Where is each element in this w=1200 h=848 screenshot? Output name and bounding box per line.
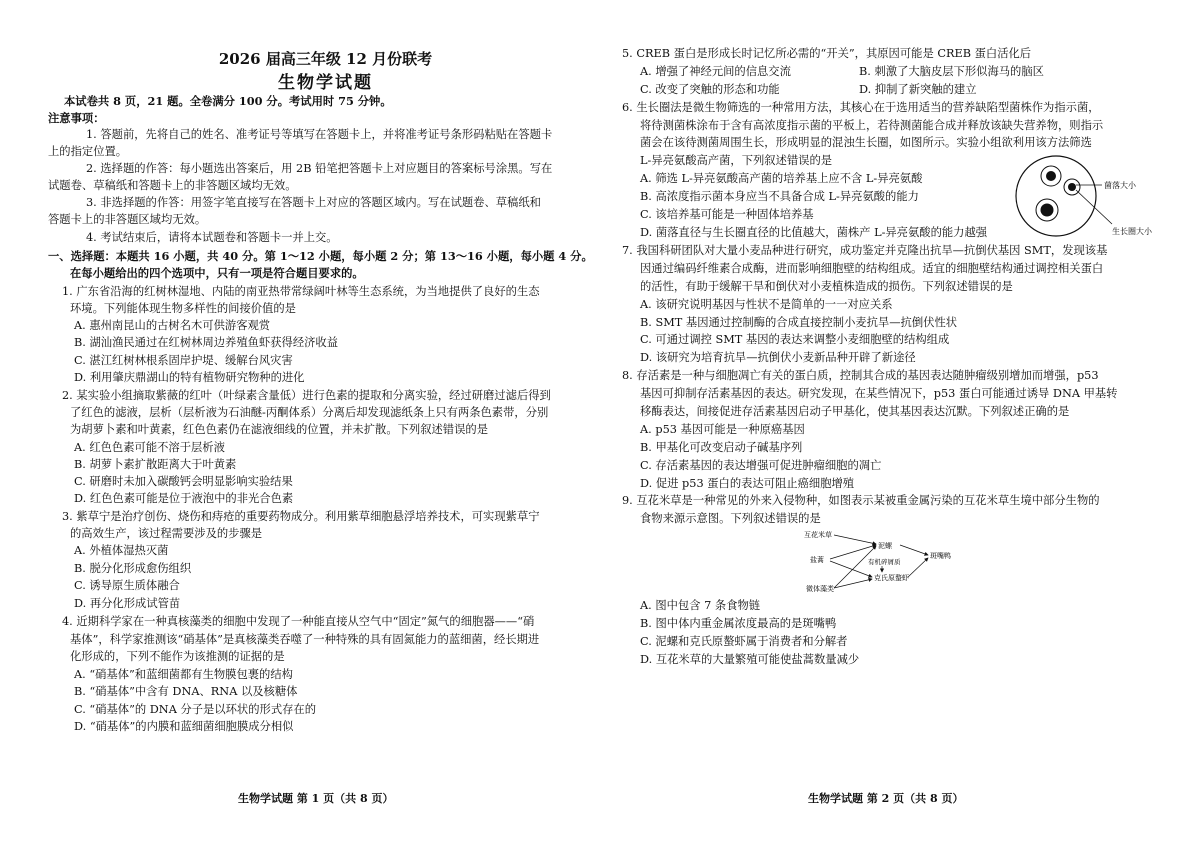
node-microalgae: 微体藻类 <box>806 585 834 593</box>
question-stem: 7. 我国科研团队对大量小麦品种进行研究，成功鉴定并克隆出抗旱—抗倒伏基因 SMT，发现该基 <box>622 244 1108 257</box>
option: B. “硝基体”中含有 DNA、RNA 以及核糖体 <box>74 685 298 698</box>
question-stem: 化形成的，下列不能作为该推测的证据的是 <box>70 650 285 663</box>
section-heading-2: 在每小题给出的四个选项中，只有一项是符合题目要求的。 <box>70 266 364 280</box>
colony <box>1068 183 1076 191</box>
question-stem: L-异亮氨酸高产菌，下列叙述错误的是 <box>640 154 833 167</box>
node-spartina: 互花米草 <box>804 531 832 539</box>
option: D. 菌落直径与生长圈直径的比值越大，菌株产 L-异亮氨酸的能力越强 <box>640 226 988 239</box>
question-stem: 9. 互花米草是一种常见的外来入侵物种，如图表示某被重金属污染的互花米草生境中部分生物的 <box>622 494 1100 507</box>
option: C. “硝基体”的 DNA 分子是以环状的形式存在的 <box>74 703 317 716</box>
question-stem: 4. 近期科学家在一种真核藻类的细胞中发现了一种能直接从空气中“固定”氮气的细胞器——“硝 <box>62 615 535 628</box>
page-1 <box>48 0 603 848</box>
option: A. 惠州南昆山的古树名木可供游客观赏 <box>74 319 271 332</box>
question-stem: 食物来源示意图。下列叙述错误的是 <box>640 512 821 525</box>
option: C. 可通过调控 SMT 基因的表达来调整小麦细胞壁的结构组成 <box>640 333 950 346</box>
node-duck: 斑嘴鸭 <box>930 552 951 560</box>
option: A. “硝基体”和蓝细菌都有生物膜包裹的结构 <box>74 668 293 681</box>
page-footer: 生物学试题 第 2 页（共 8 页） <box>808 792 964 805</box>
option: D. 互花米草的大量繁殖可能使盐蒿数量减少 <box>640 653 860 666</box>
note-line: 2. 选择题的作答：每小题选出答案后，用 2B 铅笔把答题卡上对应题目的答案标号涂黑。写在 <box>86 162 553 175</box>
option: C. 该培养基可能是一种固体培养基 <box>640 208 814 221</box>
notes-title: 注意事项： <box>48 111 105 125</box>
option: A. 图中包含 7 条食物链 <box>640 599 761 612</box>
question-stem: 因通过编码纤维素合成酶，进而影响细胞壁的结构组成。适宜的细胞壁结构通过调控相关蛋白 <box>640 262 1104 275</box>
node-suaeda: 盐蒿 <box>810 556 824 564</box>
question-stem: 为胡萝卜素和叶黄素，红色色素仍在滤液细线的位置，并未扩散。下列叙述错误的是 <box>70 423 488 436</box>
question-stem: 5. CREB 蛋白是形成长时记忆所必需的“开关”，其原因可能是 CREB 蛋白活化后 <box>622 47 1032 60</box>
node-mud-snail: 泥螺 <box>878 542 892 550</box>
note-line: 1. 答题前，先将自己的姓名、准考证号等填写在答题卡上，并将准考证号条形码粘贴在答题卡 <box>86 128 553 141</box>
option: A. 外植体湿热灭菌 <box>74 544 169 557</box>
page-2 <box>622 0 1177 848</box>
option: B. 图中体内重金属浓度最高的是斑嘴鸭 <box>640 617 837 630</box>
page-footer: 生物学试题 第 1 页（共 8 页） <box>238 792 394 805</box>
colony-size-label: 菌落大小 <box>1104 181 1136 190</box>
option: B. 甲基化可改变启动子碱基序列 <box>640 441 803 454</box>
option: D. 抑制了新突触的建立 <box>859 83 977 96</box>
option: B. 刺激了大脑皮层下形似海马的脑区 <box>859 65 1044 78</box>
note-line: 4. 考试结束后，请将本试题卷和答题卡一并上交。 <box>86 231 338 244</box>
option: D. 红色色素可能是位于液泡中的非光合色素 <box>74 492 294 505</box>
exam-title: 2026 届高三年级 12 月份联考 <box>218 50 433 68</box>
question-stem: 环境。下列能体现生物多样性的间接价值的是 <box>70 302 296 315</box>
option: D. 促进 p53 蛋白的表达可阻止癌细胞增殖 <box>640 477 855 490</box>
question-stem: 1. 广东省沿海的红树林湿地、内陆的南亚热带常绿阔叶林等生态系统，为当地提供了良好的生态 <box>62 285 540 298</box>
question-stem: 2. 某实验小组摘取紫薇的红叶（叶绿素含量低）进行色素的提取和分离实验，经过研磨过滤后得到 <box>62 389 551 402</box>
option: A. 该研究说明基因与性状不是简单的一一对应关系 <box>640 298 893 311</box>
question-stem: 6. 生长圈法是微生物筛选的一种常用方法，其核心在于选用适当的营养缺陷型菌株作为指示菌， <box>622 101 1100 114</box>
note-line: 上的指定位置。 <box>48 145 128 158</box>
question-stem: 基因可抑制存活素基因的表达。研究发现，在某些情况下，p53 蛋白可能通过诱导 DNA 甲基转 <box>640 387 1118 400</box>
option: D. 再分化形成试管苗 <box>74 597 181 610</box>
option: A. 增强了神经元间的信息交流 <box>640 65 791 78</box>
question-stem: 3. 紫草宁是治疗创伤、烧伤和痔疮的重要药物成分。利用紫草细胞悬浮培养技术，可实现紫草宁 <box>62 510 540 523</box>
section-heading: 一、选择题：本题共 16 小题，共 40 分。第 1～12 小题，每小题 2 分；第 13～16 小题，每小题 4 分。 <box>48 249 593 263</box>
question-stem: 的高效生产，该过程需要涉及的步骤是 <box>70 527 263 540</box>
option: C. 改变了突触的形态和功能 <box>640 83 780 96</box>
exam-info: 本试卷共 8 页，21 题。全卷满分 100 分。考试用时 75 分钟。 <box>64 94 392 108</box>
note-line: 试题卷、草稿纸和答题卡上的非答题区域均无效。 <box>48 179 297 192</box>
question-stem: 将待测菌株涂布于含有高浓度指示菌的平板上，若待测菌能合成并释放该缺失营养物，则指示 <box>640 119 1104 132</box>
ring-size-label: 生长圈大小 <box>1112 227 1152 236</box>
option: C. 湛江红树林根系固岸护堤、缓解台风灾害 <box>74 354 293 367</box>
question-stem: 移酶表达，间接促进存活素基因启动子甲基化，使其基因表达沉默。下列叙述正确的是 <box>640 405 1070 418</box>
leader-line <box>1076 190 1112 224</box>
question-stem: 基体”，科学家推测该“硝基体”是真核藻类吞噬了一种特殊的具有固氮能力的蓝细菌，经长期进 <box>70 633 540 646</box>
option: B. 高浓度指示菌本身应当不具备合成 L-异亮氨酸的能力 <box>640 190 919 203</box>
question-stem: 的活性，有助于缓解干旱和倒伏对小麦植株造成的损伤。下列叙述错误的是 <box>640 280 1013 293</box>
subject-title: 生物学试题 <box>278 73 373 93</box>
question-stem: 菌会在该待测菌周围生长，形成明显的混浊生长圈，如图所示。实验小组欲利用该方法筛选 <box>640 136 1092 149</box>
colony <box>1041 204 1054 217</box>
option: B. 胡萝卜素扩散距离大于叶黄素 <box>74 458 237 471</box>
colony <box>1046 171 1056 181</box>
option: C. 泥螺和克氏原螯虾属于消费者和分解者 <box>640 635 848 648</box>
option: D. “硝基体”的内膜和蓝细菌细胞膜成分相似 <box>74 720 294 733</box>
question-stem: 8. 存活素是一种与细胞凋亡有关的蛋白质，控制其合成的基因表达随肿瘤级别增加而增强，p53 <box>622 369 1099 382</box>
note-line: 3. 非选择题的作答：用签字笔直接写在答题卡上对应的答题区域内。写在试题卷、草稿纸和 <box>86 196 541 209</box>
node-detritus: 有机碎屑质 <box>868 558 901 566</box>
option: C. 存活素基因的表达增强可促进肿瘤细胞的凋亡 <box>640 459 882 472</box>
food-web-figure <box>802 528 962 598</box>
option: C. 诱导原生质体融合 <box>74 579 180 592</box>
option: A. 筛选 L-异亮氨酸高产菌的培养基上应不含 L-异亮氨酸 <box>640 172 923 185</box>
growth-ring-figure <box>1014 152 1172 240</box>
plate-outline <box>1016 156 1096 236</box>
option: B. SMT 基因通过控制酶的合成直接控制小麦抗旱—抗倒伏性状 <box>640 316 958 329</box>
option: D. 该研究为培育抗旱—抗倒伏小麦新品种开辟了新途径 <box>640 351 916 364</box>
option: B. 脱分化形成愈伤组织 <box>74 562 192 575</box>
option: A. 红色色素可能不溶于层析液 <box>74 441 225 454</box>
question-stem: 了红色的滤液，层析（层析液为石油醚-丙酮体系）分离后却发现滤纸条上只有两条色素带，分别 <box>70 406 549 419</box>
option: A. p53 基因可能是一种原癌基因 <box>640 423 805 436</box>
option: C. 研磨时未加入碳酸钙会明显影响实验结果 <box>74 475 293 488</box>
note-line: 答题卡上的非答题区域均无效。 <box>48 213 207 226</box>
option: B. 湖汕渔民通过在红树林周边养殖鱼虾获得经济收益 <box>74 336 339 349</box>
option: D. 利用肇庆鼎湖山的特有植物研究物种的进化 <box>74 371 305 384</box>
node-crayfish: 克氏原螯虾 <box>874 574 909 582</box>
